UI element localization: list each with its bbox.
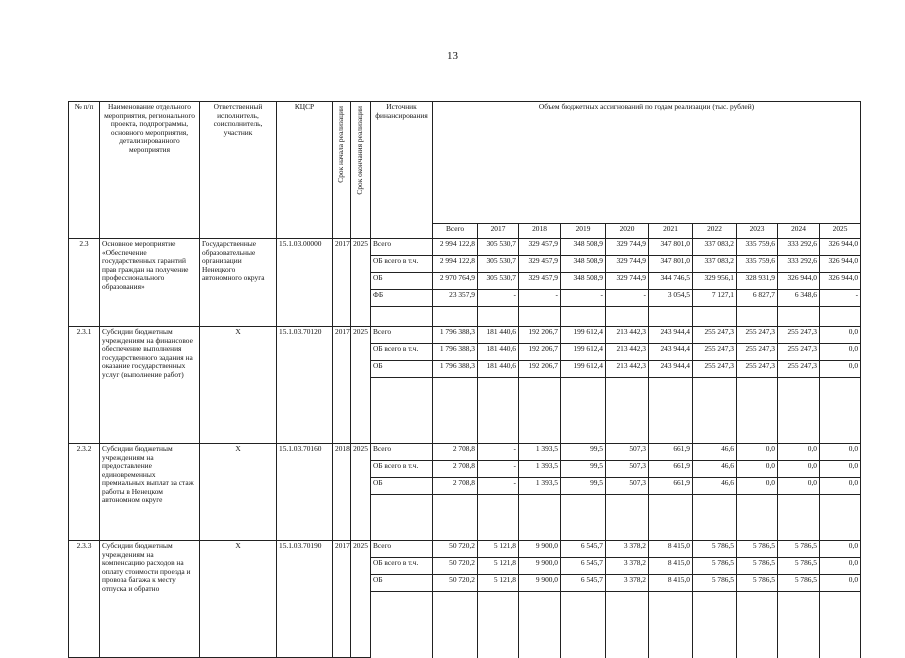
year-header: 2020 [606, 224, 649, 239]
value-cell: 255 247,3 [737, 361, 778, 378]
row-num: 2.3.1 [69, 327, 100, 444]
source-label: ОБ всего в т.ч. [371, 558, 433, 575]
value-cell: 243 944,4 [649, 327, 693, 344]
value-cell: 23 357,9 [433, 290, 478, 307]
value-cell: 326 944,0 [778, 273, 820, 290]
value-cell: 255 247,3 [693, 361, 737, 378]
empty-cell [433, 378, 478, 444]
row-end: 2025 [351, 327, 371, 444]
value-cell: 1 796 388,3 [433, 327, 478, 344]
header-end: Срок окончания реализации [351, 102, 371, 239]
row-executor: X [200, 327, 277, 444]
value-cell: 0,0 [778, 444, 820, 461]
row-kcsr: 15.1.03.70190 [277, 541, 333, 658]
empty-cell [371, 307, 433, 327]
value-cell: 5 786,5 [737, 575, 778, 592]
header-executor: Ответственный исполнитель, соисполнитель, участник [200, 102, 277, 239]
value-cell: 5 786,5 [693, 541, 737, 558]
row-num: 2.3.3 [69, 541, 100, 658]
source-label: Всего [371, 541, 433, 558]
value-cell: 661,9 [649, 444, 693, 461]
value-cell: 7 127,1 [693, 290, 737, 307]
value-cell: 507,3 [606, 444, 649, 461]
empty-cell [737, 495, 778, 541]
row-name: Субсидии бюджетным учреждениям на предоставление единовременных премиальных выплат за стаж работы в Ненецком автономном округе [100, 444, 200, 541]
source-label: Всего [371, 239, 433, 256]
empty-cell [649, 592, 693, 658]
value-cell: 181 440,6 [478, 327, 519, 344]
value-cell: 2 708,8 [433, 461, 478, 478]
value-cell: - [478, 461, 519, 478]
value-cell: 333 292,6 [778, 239, 820, 256]
empty-cell [519, 495, 561, 541]
empty-cell [519, 307, 561, 327]
value-cell: 5 121,8 [478, 541, 519, 558]
empty-cell [371, 495, 433, 541]
empty-cell [737, 307, 778, 327]
source-label: ОБ [371, 273, 433, 290]
value-cell: 0,0 [778, 461, 820, 478]
source-label: ФБ [371, 290, 433, 307]
value-cell: 0,0 [820, 327, 861, 344]
value-cell: 0,0 [778, 478, 820, 495]
value-cell: 329 744,9 [606, 256, 649, 273]
header-start: Срок начала реализации [333, 102, 351, 239]
value-cell: 6 545,7 [561, 558, 606, 575]
source-label: ОБ всего в т.ч. [371, 256, 433, 273]
empty-cell [478, 307, 519, 327]
value-cell: 9 900,0 [519, 541, 561, 558]
source-label: Всего [371, 444, 433, 461]
value-cell: 335 759,6 [737, 239, 778, 256]
value-cell: 348 508,9 [561, 256, 606, 273]
row-kcsr: 15.1.03.70160 [277, 444, 333, 541]
value-cell: 2 994 122,8 [433, 256, 478, 273]
source-label: ОБ всего в т.ч. [371, 344, 433, 361]
value-cell: 2 708,8 [433, 478, 478, 495]
year-header: 2023 [737, 224, 778, 239]
empty-cell [606, 592, 649, 658]
value-cell: 329 956,1 [693, 273, 737, 290]
table-body [69, 239, 861, 658]
value-cell: 5 786,5 [737, 541, 778, 558]
header-kcsr: КЦСР [277, 102, 333, 239]
value-cell: 0,0 [820, 361, 861, 378]
table-row [69, 541, 861, 558]
empty-cell [778, 378, 820, 444]
table-row [69, 327, 861, 344]
value-cell: - [561, 290, 606, 307]
empty-cell [693, 592, 737, 658]
value-cell: 9 900,0 [519, 575, 561, 592]
value-cell: - [478, 444, 519, 461]
value-cell: 0,0 [820, 444, 861, 461]
row-executor: X [200, 444, 277, 541]
empty-cell [820, 592, 861, 658]
value-cell: 199 612,4 [561, 361, 606, 378]
value-cell: 1 393,5 [519, 478, 561, 495]
value-cell: 46,6 [693, 444, 737, 461]
year-header: 2017 [478, 224, 519, 239]
source-label: ОБ [371, 478, 433, 495]
empty-cell [649, 495, 693, 541]
value-cell: 5 786,5 [693, 575, 737, 592]
row-start: 2017 [333, 541, 351, 658]
table-row [69, 239, 861, 256]
value-cell: 50 720,2 [433, 558, 478, 575]
value-cell: 46,6 [693, 461, 737, 478]
row-end: 2025 [351, 444, 371, 541]
value-cell: - [820, 290, 861, 307]
source-label: Всего [371, 327, 433, 344]
empty-cell [561, 495, 606, 541]
empty-cell [820, 378, 861, 444]
row-name: Основное мероприятие «Обеспечение государственных гарантий прав граждан на получение профессионального образования» [100, 239, 200, 327]
value-cell: 243 944,4 [649, 361, 693, 378]
value-cell: 8 415,0 [649, 558, 693, 575]
empty-cell [433, 495, 478, 541]
value-cell: - [478, 290, 519, 307]
page-number: 13 [447, 50, 458, 62]
value-cell: 9 900,0 [519, 558, 561, 575]
value-cell: 5 786,5 [778, 558, 820, 575]
value-cell: 255 247,3 [693, 327, 737, 344]
value-cell: 337 083,2 [693, 256, 737, 273]
value-cell: 305 530,7 [478, 273, 519, 290]
empty-cell [693, 378, 737, 444]
value-cell: 329 457,9 [519, 239, 561, 256]
empty-cell [561, 592, 606, 658]
value-cell: 99,5 [561, 461, 606, 478]
value-cell: 0,0 [737, 461, 778, 478]
value-cell: 0,0 [820, 461, 861, 478]
year-header: 2018 [519, 224, 561, 239]
value-cell: 326 944,0 [820, 256, 861, 273]
value-cell: 0,0 [820, 344, 861, 361]
empty-cell [606, 495, 649, 541]
value-cell: 46,6 [693, 478, 737, 495]
header-num: № п/п [69, 102, 100, 239]
value-cell: 329 744,9 [606, 239, 649, 256]
value-cell: 1 393,5 [519, 461, 561, 478]
value-cell: 213 442,3 [606, 361, 649, 378]
empty-cell [693, 307, 737, 327]
empty-cell [519, 592, 561, 658]
value-cell: 5 786,5 [737, 558, 778, 575]
value-cell: 507,3 [606, 461, 649, 478]
value-cell: 8 415,0 [649, 541, 693, 558]
value-cell: 2 970 764,9 [433, 273, 478, 290]
value-cell: 6 827,7 [737, 290, 778, 307]
value-cell: 5 121,8 [478, 575, 519, 592]
value-cell: 243 944,4 [649, 344, 693, 361]
value-cell: 6 348,6 [778, 290, 820, 307]
row-start: 2018 [333, 444, 351, 541]
value-cell: 181 440,6 [478, 344, 519, 361]
value-cell: 348 508,9 [561, 273, 606, 290]
year-header: 2022 [693, 224, 737, 239]
value-cell: 0,0 [737, 478, 778, 495]
value-cell: 3 378,2 [606, 558, 649, 575]
value-cell: 348 508,9 [561, 239, 606, 256]
value-cell: 5 786,5 [693, 558, 737, 575]
value-cell: 1 796 388,3 [433, 361, 478, 378]
value-cell: 347 801,0 [649, 256, 693, 273]
table-row [69, 444, 861, 461]
budget-table [68, 101, 861, 658]
row-executor: X [200, 541, 277, 658]
value-cell: 344 746,5 [649, 273, 693, 290]
source-label: ОБ [371, 575, 433, 592]
value-cell: 199 612,4 [561, 327, 606, 344]
value-cell: 1 796 388,3 [433, 344, 478, 361]
empty-cell [478, 592, 519, 658]
year-header: 2019 [561, 224, 606, 239]
year-header: 2021 [649, 224, 693, 239]
value-cell: 5 121,8 [478, 558, 519, 575]
empty-cell [371, 378, 433, 444]
value-cell: 192 206,7 [519, 361, 561, 378]
value-cell: 1 393,5 [519, 444, 561, 461]
empty-cell [649, 378, 693, 444]
value-cell: 6 545,7 [561, 541, 606, 558]
row-executor: Государственные образовательные организации Ненецкого автономного округа [200, 239, 277, 327]
empty-cell [478, 495, 519, 541]
row-end: 2025 [351, 541, 371, 658]
value-cell: 329 744,9 [606, 273, 649, 290]
value-cell: 661,9 [649, 478, 693, 495]
row-kcsr: 15.1.03.70120 [277, 327, 333, 444]
empty-cell [433, 592, 478, 658]
value-cell: 661,9 [649, 461, 693, 478]
value-cell: 5 786,5 [778, 575, 820, 592]
value-cell: 2 994 122,8 [433, 239, 478, 256]
value-cell: 50 720,2 [433, 541, 478, 558]
empty-cell [820, 307, 861, 327]
value-cell: - [606, 290, 649, 307]
value-cell: 3 378,2 [606, 541, 649, 558]
empty-cell [778, 307, 820, 327]
year-header: Всего [433, 224, 478, 239]
value-cell: 99,5 [561, 478, 606, 495]
value-cell: 5 786,5 [778, 541, 820, 558]
value-cell: 181 440,6 [478, 361, 519, 378]
value-cell: 8 415,0 [649, 575, 693, 592]
value-cell: 337 083,2 [693, 239, 737, 256]
header-name: Наименование отдельного мероприятия, регионального проекта, подпрограммы, основного мероприятия, детализированного мероприятия [100, 102, 200, 239]
value-cell: - [478, 478, 519, 495]
value-cell: 213 442,3 [606, 327, 649, 344]
value-cell: 0,0 [820, 478, 861, 495]
value-cell: 255 247,3 [737, 327, 778, 344]
row-num: 2.3.2 [69, 444, 100, 541]
value-cell: 255 247,3 [778, 344, 820, 361]
row-kcsr: 15.1.03.00000 [277, 239, 333, 327]
value-cell: 3 054,5 [649, 290, 693, 307]
value-cell: 3 378,2 [606, 575, 649, 592]
value-cell: 99,5 [561, 444, 606, 461]
empty-cell [371, 592, 433, 658]
empty-cell [519, 378, 561, 444]
empty-cell [737, 592, 778, 658]
row-start: 2017 [333, 327, 351, 444]
value-cell: 192 206,7 [519, 327, 561, 344]
value-cell: 0,0 [820, 558, 861, 575]
empty-cell [606, 307, 649, 327]
value-cell: 305 530,7 [478, 239, 519, 256]
value-cell: 255 247,3 [737, 344, 778, 361]
value-cell: 6 545,7 [561, 575, 606, 592]
value-cell: 199 612,4 [561, 344, 606, 361]
empty-cell [820, 495, 861, 541]
row-num: 2.3 [69, 239, 100, 327]
value-cell: 326 944,0 [820, 273, 861, 290]
value-cell: 255 247,3 [778, 327, 820, 344]
value-cell: 0,0 [737, 444, 778, 461]
value-cell: 0,0 [820, 541, 861, 558]
value-cell: 329 457,9 [519, 256, 561, 273]
value-cell: 255 247,3 [693, 344, 737, 361]
value-cell: 347 801,0 [649, 239, 693, 256]
value-cell: - [519, 290, 561, 307]
value-cell: 333 292,6 [778, 256, 820, 273]
empty-cell [478, 378, 519, 444]
empty-cell [606, 378, 649, 444]
source-label: ОБ всего в т.ч. [371, 461, 433, 478]
source-label: ОБ [371, 361, 433, 378]
value-cell: 335 759,6 [737, 256, 778, 273]
header-source: Источник финансирования [371, 102, 433, 239]
value-cell: 255 247,3 [778, 361, 820, 378]
empty-cell [737, 378, 778, 444]
year-header: 2024 [778, 224, 820, 239]
value-cell: 50 720,2 [433, 575, 478, 592]
value-cell: 192 206,7 [519, 344, 561, 361]
year-header: 2025 [820, 224, 861, 239]
header-volume: Объем бюджетных ассигнований по годам реализации (тыс. рублей) [433, 102, 861, 224]
value-cell: 507,3 [606, 478, 649, 495]
value-cell: 305 530,7 [478, 256, 519, 273]
row-end: 2025 [351, 239, 371, 327]
value-cell: 2 708,8 [433, 444, 478, 461]
value-cell: 213 442,3 [606, 344, 649, 361]
empty-cell [778, 495, 820, 541]
empty-cell [561, 307, 606, 327]
empty-cell [433, 307, 478, 327]
value-cell: 329 457,9 [519, 273, 561, 290]
empty-cell [693, 495, 737, 541]
row-name: Субсидии бюджетным учреждениям на финансовое обеспечение выполнения государственного задания на оказание государственных услуг (выполнение работ) [100, 327, 200, 444]
value-cell: 0,0 [820, 575, 861, 592]
row-name: Субсидии бюджетным учреждениям на компенсацию расходов на оплату стоимости проезда и провоза багажа к месту отпуска и обратно [100, 541, 200, 658]
value-cell: 326 944,0 [820, 239, 861, 256]
empty-cell [778, 592, 820, 658]
row-start: 2017 [333, 239, 351, 327]
empty-cell [561, 378, 606, 444]
empty-cell [649, 307, 693, 327]
value-cell: 328 931,9 [737, 273, 778, 290]
